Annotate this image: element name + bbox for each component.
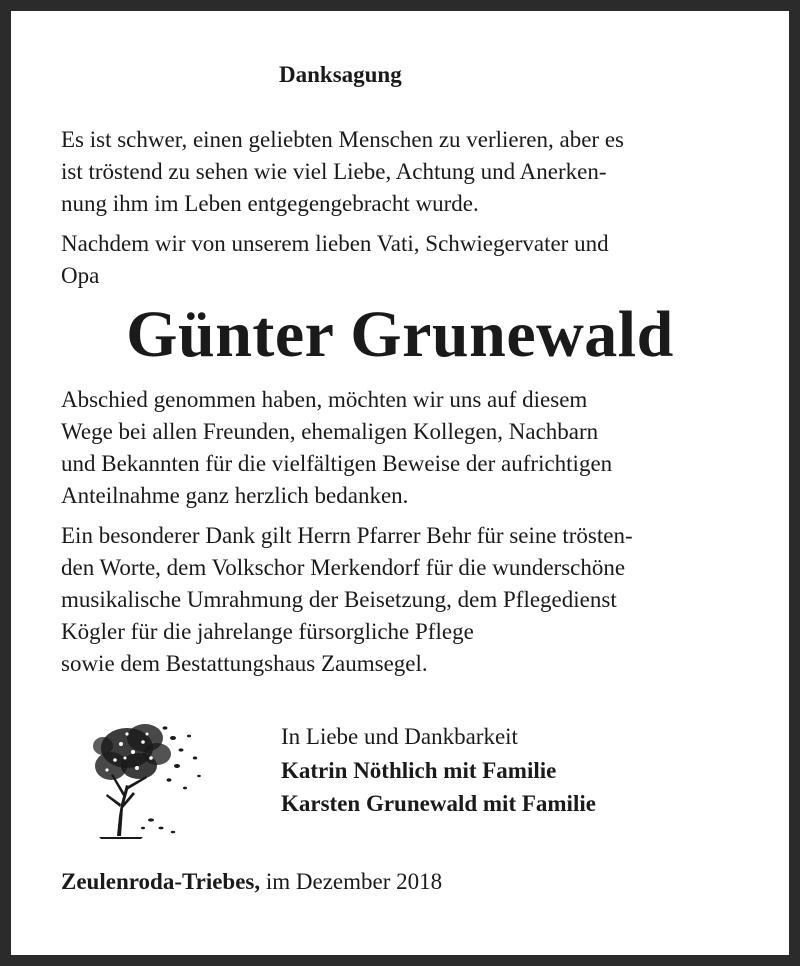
closing-block: [61, 720, 751, 870]
pre-name-paragraph: Nachdem wir von unserem lieben Vati, Schwiegervater und Opa: [61, 231, 609, 288]
notice-heading: Danksagung: [279, 62, 402, 87]
special-thanks-paragraph: Ein besonderer Dank gilt Herrn Pfarrer Behr für seine trösten- den Worte, dem Volkschor Merkendorf für die wunderschöne musikalische Umrahmung der Beisetzung, dem Pflegedienst Kögler für die jahrelange fürsorgliche Pflege sowie dem Bestattungshaus Zaumsegel.: [61, 523, 633, 676]
closing-line: In Liebe und Dankbarkeit: [281, 724, 518, 749]
signature-line: Karsten Grunewald mit Familie: [281, 791, 596, 816]
notice-body: [61, 60, 751, 870]
thanks-paragraph: Abschied genommen haben, möchten wir uns auf diesem Wege bei allen Freunden, ehemaligen Kollegen, Nachbarn und Bekannten für die vielfältigen Beweise der aufrichtigen Anteilnahme ganz herzlich bedanken.: [61, 387, 613, 508]
windblown-tree-icon: [77, 708, 209, 848]
closing-text: [281, 720, 596, 820]
date: im Dezember 2018: [265, 869, 443, 894]
place-date-line: [61, 866, 442, 898]
deceased-name: Günter Grunewald: [126, 298, 674, 371]
place: Zeulenroda-Triebes,: [61, 869, 261, 894]
signature-line: Katrin Nöthlich mit Familie: [281, 758, 557, 783]
intro-paragraph: Es ist schwer, einen geliebten Menschen zu verlieren, aber es ist tröstend zu sehen wie viel Liebe, Achtung und Anerken- nung ihm im Leben entgegengebracht wurde.: [61, 127, 624, 216]
